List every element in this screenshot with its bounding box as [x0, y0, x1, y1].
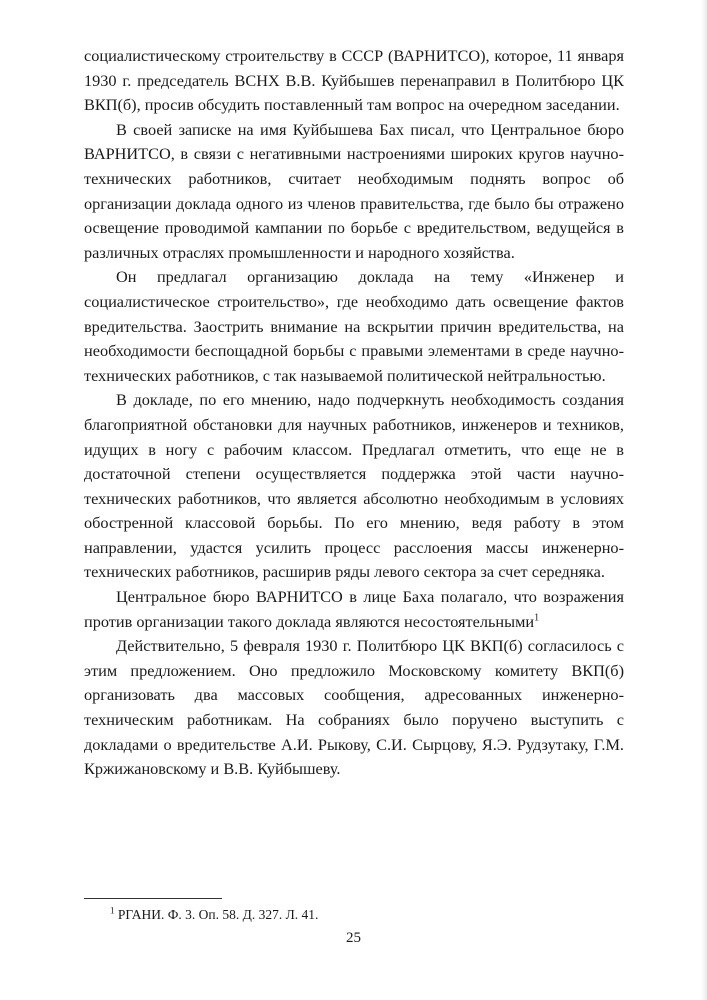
- paragraph-6: Действительно, 5 февраля 1930 г. Политбюро ЦК ВКП(б) согласилось с этим предложением. Оно предложило Московскому комитету ВКП(б) организовать два массовых сообщения, адресованных инженерно-техническим работникам. На собраниях было поручено выступить с докладами о вредительстве А.И. Рыкову, С.И. Сырцову, Я.Э. Рудзутаку, Г.М. Кржижановскому и В.В. Куйбышеву.: [84, 636, 624, 779]
- footnote-marker: 1: [110, 905, 115, 916]
- footnote-text: РГАНИ. Ф. 3. Оп. 58. Д. 327. Л. 41.: [117, 907, 319, 922]
- paragraph-5-text: Центральное бюро ВАРНИТСО в лице Баха полагало, что возражения против организации такого доклада являются несостоятельными: [84, 587, 624, 631]
- page-body: [84, 44, 624, 782]
- paragraph-3: Он предлагал организацию доклада на тему «Инженер и социалистическое строительство», где необходимо дать освещение фактов вредительства. Заострить внимание на вскрытии причин вредительства, на необходимости беспощадной борьбы с правыми элементами в среде научно-технических работников, с так называемой политической нейтральностью.: [84, 267, 624, 385]
- paragraph-1: социалистическому строительству в СССР (ВАРНИТСО), которое, 11 января 1930 г. председатель ВСНХ В.В. Куйбышев перенаправил в Политбюро ЦК ВКП(б), просив обсудить поставленный там вопрос на очередном заседании.: [84, 46, 624, 115]
- footnote-reference[interactable]: 1: [534, 612, 540, 624]
- page-edge-shadow: [701, 0, 707, 1000]
- page-number: 25: [346, 930, 361, 946]
- paragraph-4: В докладе, по его мнению, надо подчеркнуть необходимость создания благоприятной обстановки для научных работников, инженеров и техников, идущих в ногу с рабочим классом. Предлагал отметить, что еще не в достаточной степени осуществляется поддержка этой части научно-технических работников, что является абсолютно необходимым в условиях обостренной классовой борьбы. По его мнению, ведя работу в этом направлении, удастся усилить процесс расслоения массы инженерно-технических работников, расширив ряды левого сектора за счет середняка.: [84, 390, 624, 582]
- paragraph-5: [84, 585, 624, 634]
- footnote: [110, 906, 318, 924]
- footnote-divider: [84, 898, 222, 899]
- paragraph-2: В своей записке на имя Куйбышева Бах писал, что Центральное бюро ВАРНИТСО, в связи с негативными настроениями широких кругов научно-технических работников, считает необходимым поднять вопрос об организации доклада одного из членов правительства, где было бы отражено освещение проводимой кампании по борьбе с вредительством, ведущейся в различных отраслях промышленности и народного хозяйства.: [84, 119, 624, 262]
